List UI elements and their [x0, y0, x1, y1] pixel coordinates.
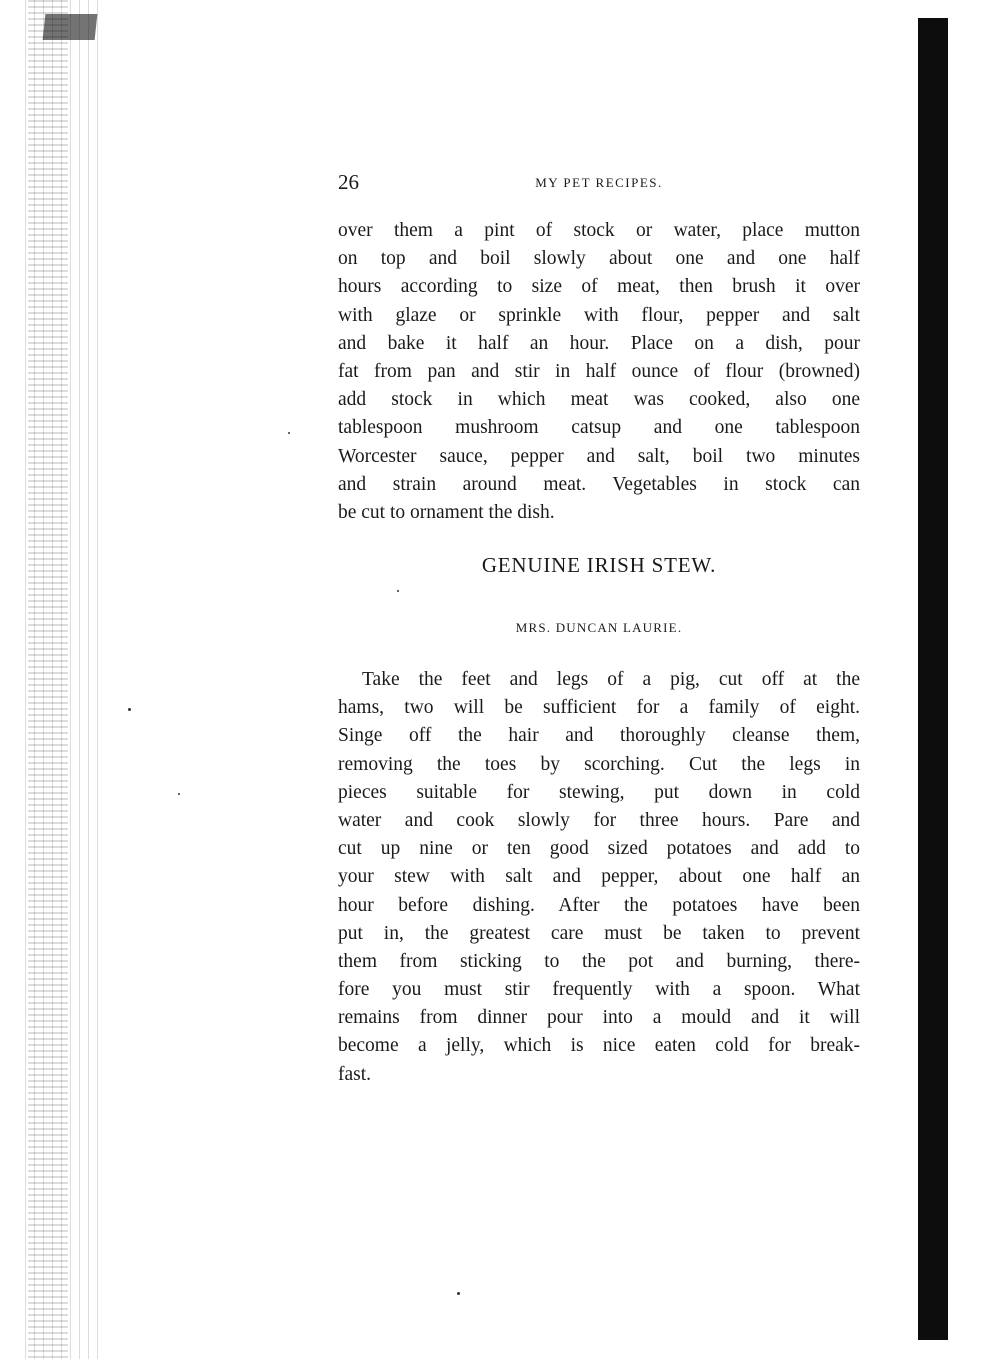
text-line: on top and boil slowly about one and one half [338, 248, 860, 270]
text-line: remains from dinner pour into a mould and it will [338, 1007, 860, 1029]
scan-speck [178, 793, 180, 795]
text-line: and bake it half an hour. Place on a dish, pour [338, 332, 860, 354]
text-line: fore you must stir frequently with a spoon. What [338, 979, 860, 1001]
text-line: them from sticking to the pot and burning, there- [338, 950, 860, 972]
text-line: over them a pint of stock or water, place mutton [338, 220, 860, 241]
text-line: with glaze or sprinkle with flour, pepper and salt [338, 304, 860, 326]
text-line: hams, two will be sufficient for a family of eight. [338, 697, 860, 719]
binding-top-mark [43, 14, 98, 40]
scan-speck [397, 590, 399, 592]
right-edge-shadow [918, 18, 948, 1340]
text-line: Singe off the hair and thoroughly cleanse them, [338, 725, 860, 747]
text-line: pieces suitable for stewing, put down in cold [338, 781, 860, 803]
text-line: hour before dishing. After the potatoes have been [338, 894, 860, 916]
scan-speck [288, 432, 290, 434]
text-line: your stew with salt and pepper, about one half an [338, 866, 860, 888]
text-line: Worcester sauce, pepper and salt, boil two minutes [338, 445, 860, 467]
text-line: be cut to ornament the dish. [338, 501, 555, 523]
text-line: put in, the greatest care must be taken to prevent [338, 922, 860, 944]
text-line: and strain around meat. Vegetables in stock can [338, 473, 860, 495]
scan-speck [128, 708, 131, 711]
recipe-author: MRS. DUNCAN LAURIE. [515, 620, 683, 635]
recipe-title: GENUINE IRISH STEW. [481, 553, 717, 577]
text-line: cut up nine or ten good sized potatoes and add to [338, 838, 860, 860]
recipe-body [338, 666, 860, 1089]
text-line: add stock in which meat was cooked, also one [338, 389, 860, 411]
text-line: Take the feet and legs of a pig, cut off at the [362, 669, 860, 690]
scan-speck [457, 1292, 460, 1295]
binding-edge-texture [28, 0, 68, 1359]
text-line: become a jelly, which is nice eaten cold for break- [338, 1035, 860, 1057]
text-line: tablespoon mushroom catsup and one tablespoon [338, 417, 860, 439]
running-title: MY PET RECIPES. [535, 175, 663, 190]
running-head [338, 170, 860, 194]
text-line: removing the toes by scorching. Cut the legs in [338, 753, 860, 775]
text-line: fast. [338, 1063, 372, 1085]
continued-recipe-text [338, 217, 860, 527]
page-number: 26 [338, 170, 359, 194]
text-line: fat from pan and stir in half ounce of flour (browned) [338, 360, 860, 382]
text-line: hours according to size of meat, then brush it over [338, 276, 860, 298]
text-line: water and cook slowly for three hours. Pare and [338, 809, 860, 831]
